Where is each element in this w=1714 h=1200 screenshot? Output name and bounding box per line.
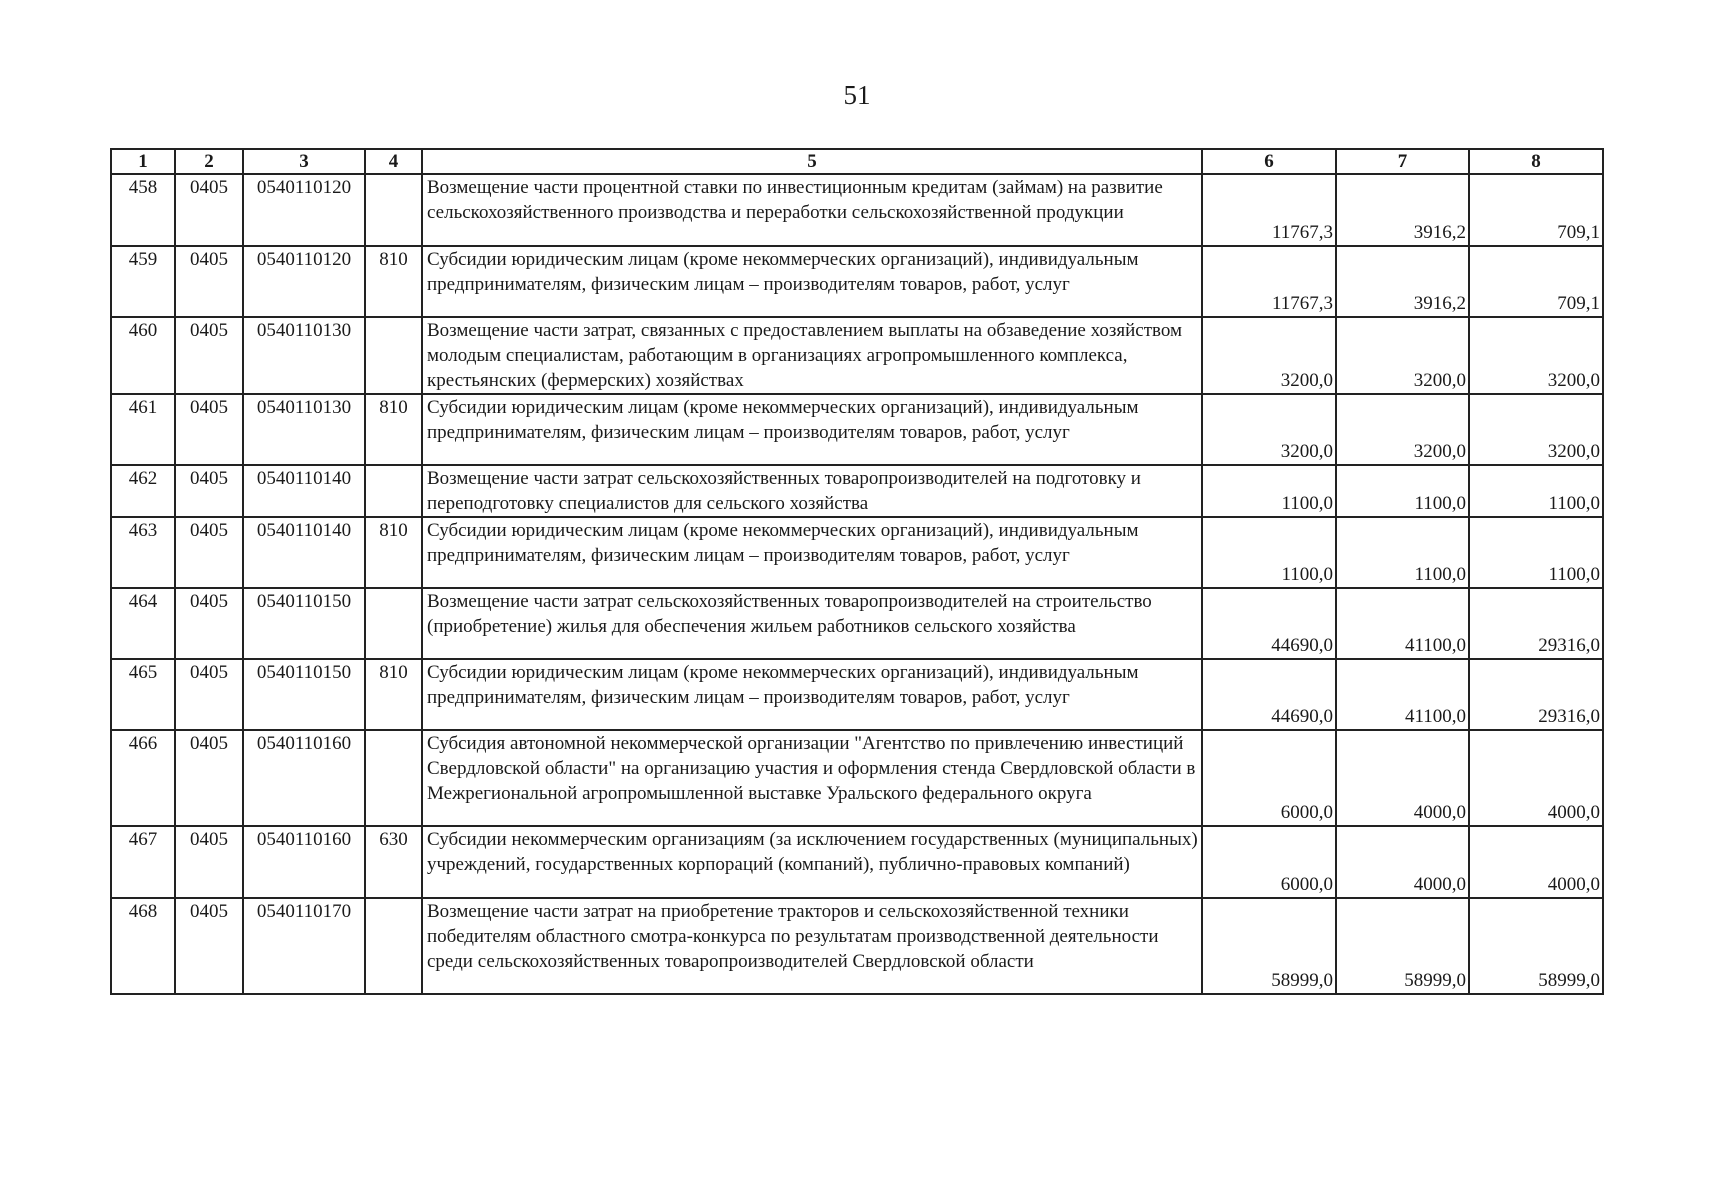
target-code-cell: 0540110140 bbox=[243, 517, 365, 588]
target-code-cell: 0540110170 bbox=[243, 898, 365, 994]
amount-col7-cell: 3916,2 bbox=[1336, 246, 1469, 317]
amount-col6-cell: 3200,0 bbox=[1202, 394, 1336, 465]
column-header-5: 5 bbox=[422, 149, 1202, 174]
target-code-cell: 0540110150 bbox=[243, 659, 365, 730]
table-row bbox=[111, 317, 1603, 394]
section-code-cell: 0405 bbox=[175, 174, 243, 246]
table-row bbox=[111, 730, 1603, 826]
column-header-4: 4 bbox=[365, 149, 422, 174]
description-cell: Возмещение части затрат сельскохозяйственных товаропроизводителей на строительство (приобретение) жилья для обеспечения жильем работников сельского хозяйства bbox=[422, 588, 1202, 659]
row-number-cell: 466 bbox=[111, 730, 175, 826]
expense-type-cell: 810 bbox=[365, 517, 422, 588]
table-row bbox=[111, 246, 1603, 317]
section-code-cell: 0405 bbox=[175, 588, 243, 659]
amount-col7-cell: 1100,0 bbox=[1336, 517, 1469, 588]
amount-col8-cell: 1100,0 bbox=[1469, 465, 1603, 517]
target-code-cell: 0540110160 bbox=[243, 730, 365, 826]
amount-col6-cell: 11767,3 bbox=[1202, 246, 1336, 317]
target-code-cell: 0540110160 bbox=[243, 826, 365, 898]
section-code-cell: 0405 bbox=[175, 394, 243, 465]
description-cell: Возмещение части затрат сельскохозяйственных товаропроизводителей на подготовку и переподготовку специалистов для сельского хозяйства bbox=[422, 465, 1202, 517]
section-code-cell: 0405 bbox=[175, 246, 243, 317]
section-code-cell: 0405 bbox=[175, 659, 243, 730]
section-code-cell: 0405 bbox=[175, 730, 243, 826]
amount-col7-cell: 41100,0 bbox=[1336, 659, 1469, 730]
amount-col8-cell: 3200,0 bbox=[1469, 394, 1603, 465]
section-code-cell: 0405 bbox=[175, 517, 243, 588]
section-code-cell: 0405 bbox=[175, 465, 243, 517]
description-cell: Субсидии юридическим лицам (кроме некоммерческих организаций), индивидуальным предпринимателям, физическим лицам – производителям товаров, работ, услуг bbox=[422, 659, 1202, 730]
amount-col7-cell: 58999,0 bbox=[1336, 898, 1469, 994]
row-number-cell: 459 bbox=[111, 246, 175, 317]
section-code-cell: 0405 bbox=[175, 898, 243, 994]
column-header-7: 7 bbox=[1336, 149, 1469, 174]
column-header-3: 3 bbox=[243, 149, 365, 174]
table-body bbox=[111, 174, 1603, 994]
amount-col8-cell: 4000,0 bbox=[1469, 826, 1603, 898]
header-row bbox=[111, 149, 1603, 174]
table-row bbox=[111, 588, 1603, 659]
table-row bbox=[111, 465, 1603, 517]
amount-col7-cell: 41100,0 bbox=[1336, 588, 1469, 659]
amount-col8-cell: 3200,0 bbox=[1469, 317, 1603, 394]
row-number-cell: 463 bbox=[111, 517, 175, 588]
expense-type-cell: 810 bbox=[365, 394, 422, 465]
column-header-8: 8 bbox=[1469, 149, 1603, 174]
amount-col6-cell: 58999,0 bbox=[1202, 898, 1336, 994]
row-number-cell: 468 bbox=[111, 898, 175, 994]
target-code-cell: 0540110130 bbox=[243, 317, 365, 394]
target-code-cell: 0540110150 bbox=[243, 588, 365, 659]
amount-col7-cell: 1100,0 bbox=[1336, 465, 1469, 517]
amount-col8-cell: 709,1 bbox=[1469, 246, 1603, 317]
row-number-cell: 461 bbox=[111, 394, 175, 465]
description-cell: Субсидии юридическим лицам (кроме некоммерческих организаций), индивидуальным предпринимателям, физическим лицам – производителям товаров, работ, услуг bbox=[422, 394, 1202, 465]
description-cell: Субсидии юридическим лицам (кроме некоммерческих организаций), индивидуальным предпринимателям, физическим лицам – производителям товаров, работ, услуг bbox=[422, 246, 1202, 317]
amount-col6-cell: 6000,0 bbox=[1202, 826, 1336, 898]
amount-col8-cell: 29316,0 bbox=[1469, 659, 1603, 730]
row-number-cell: 460 bbox=[111, 317, 175, 394]
expense-type-cell bbox=[365, 898, 422, 994]
expense-type-cell bbox=[365, 317, 422, 394]
row-number-cell: 465 bbox=[111, 659, 175, 730]
section-code-cell: 0405 bbox=[175, 317, 243, 394]
table-row bbox=[111, 394, 1603, 465]
row-number-cell: 467 bbox=[111, 826, 175, 898]
row-number-cell: 462 bbox=[111, 465, 175, 517]
page-number: 51 bbox=[843, 80, 871, 110]
description-cell: Возмещение части затрат на приобретение тракторов и сельскохозяйственной техники победителям областного смотра-конкурса по результатам производственной деятельности среди сельскохозяйственных товаропроизводителей Свердловской области bbox=[422, 898, 1202, 994]
expense-type-cell bbox=[365, 588, 422, 659]
section-code-cell: 0405 bbox=[175, 826, 243, 898]
amount-col6-cell: 44690,0 bbox=[1202, 659, 1336, 730]
amount-col6-cell: 6000,0 bbox=[1202, 730, 1336, 826]
expense-type-cell: 810 bbox=[365, 246, 422, 317]
amount-col6-cell: 3200,0 bbox=[1202, 317, 1336, 394]
description-cell: Субсидия автономной некоммерческой организации "Агентство по привлечению инвестиций Свердловской области" на организацию участия и оформления стенда Свердловской области в Межрегиональной агропромышленной выставке Уральского федерального округа bbox=[422, 730, 1202, 826]
table-row bbox=[111, 659, 1603, 730]
amount-col7-cell: 4000,0 bbox=[1336, 826, 1469, 898]
column-header-2: 2 bbox=[175, 149, 243, 174]
target-code-cell: 0540110130 bbox=[243, 394, 365, 465]
amount-col7-cell: 3916,2 bbox=[1336, 174, 1469, 246]
description-cell: Субсидии некоммерческим организациям (за исключением государственных (муниципальных) учреждений, государственных корпораций (компаний), публично-правовых компаний) bbox=[422, 826, 1202, 898]
table-row bbox=[111, 898, 1603, 994]
target-code-cell: 0540110120 bbox=[243, 246, 365, 317]
amount-col6-cell: 1100,0 bbox=[1202, 517, 1336, 588]
amount-col7-cell: 3200,0 bbox=[1336, 317, 1469, 394]
column-header-6: 6 bbox=[1202, 149, 1336, 174]
target-code-cell: 0540110140 bbox=[243, 465, 365, 517]
expense-type-cell: 630 bbox=[365, 826, 422, 898]
target-code-cell: 0540110120 bbox=[243, 174, 365, 246]
amount-col6-cell: 1100,0 bbox=[1202, 465, 1336, 517]
description-cell: Возмещение части затрат, связанных с предоставлением выплаты на обзаведение хозяйством молодым специалистам, работающим в организациях агропромышленного комплекса, крестьянских (фермерских) хозяйствах bbox=[422, 317, 1202, 394]
table-header bbox=[111, 149, 1603, 174]
expense-type-cell bbox=[365, 465, 422, 517]
row-number-cell: 464 bbox=[111, 588, 175, 659]
amount-col6-cell: 44690,0 bbox=[1202, 588, 1336, 659]
amount-col6-cell: 11767,3 bbox=[1202, 174, 1336, 246]
amount-col8-cell: 709,1 bbox=[1469, 174, 1603, 246]
table-row bbox=[111, 826, 1603, 898]
amount-col8-cell: 4000,0 bbox=[1469, 730, 1603, 826]
column-header-1: 1 bbox=[111, 149, 175, 174]
amount-col8-cell: 29316,0 bbox=[1469, 588, 1603, 659]
budget-table bbox=[110, 148, 1604, 995]
table-row bbox=[111, 517, 1603, 588]
expense-type-cell bbox=[365, 730, 422, 826]
amount-col8-cell: 58999,0 bbox=[1469, 898, 1603, 994]
expense-type-cell bbox=[365, 174, 422, 246]
amount-col7-cell: 3200,0 bbox=[1336, 394, 1469, 465]
table-row bbox=[111, 174, 1603, 246]
description-cell: Возмещение части процентной ставки по инвестиционным кредитам (займам) на развитие сельскохозяйственного производства и переработки сельскохозяйственной продукции bbox=[422, 174, 1202, 246]
row-number-cell: 458 bbox=[111, 174, 175, 246]
amount-col7-cell: 4000,0 bbox=[1336, 730, 1469, 826]
description-cell: Субсидии юридическим лицам (кроме некоммерческих организаций), индивидуальным предпринимателям, физическим лицам – производителям товаров, работ, услуг bbox=[422, 517, 1202, 588]
expense-type-cell: 810 bbox=[365, 659, 422, 730]
amount-col8-cell: 1100,0 bbox=[1469, 517, 1603, 588]
